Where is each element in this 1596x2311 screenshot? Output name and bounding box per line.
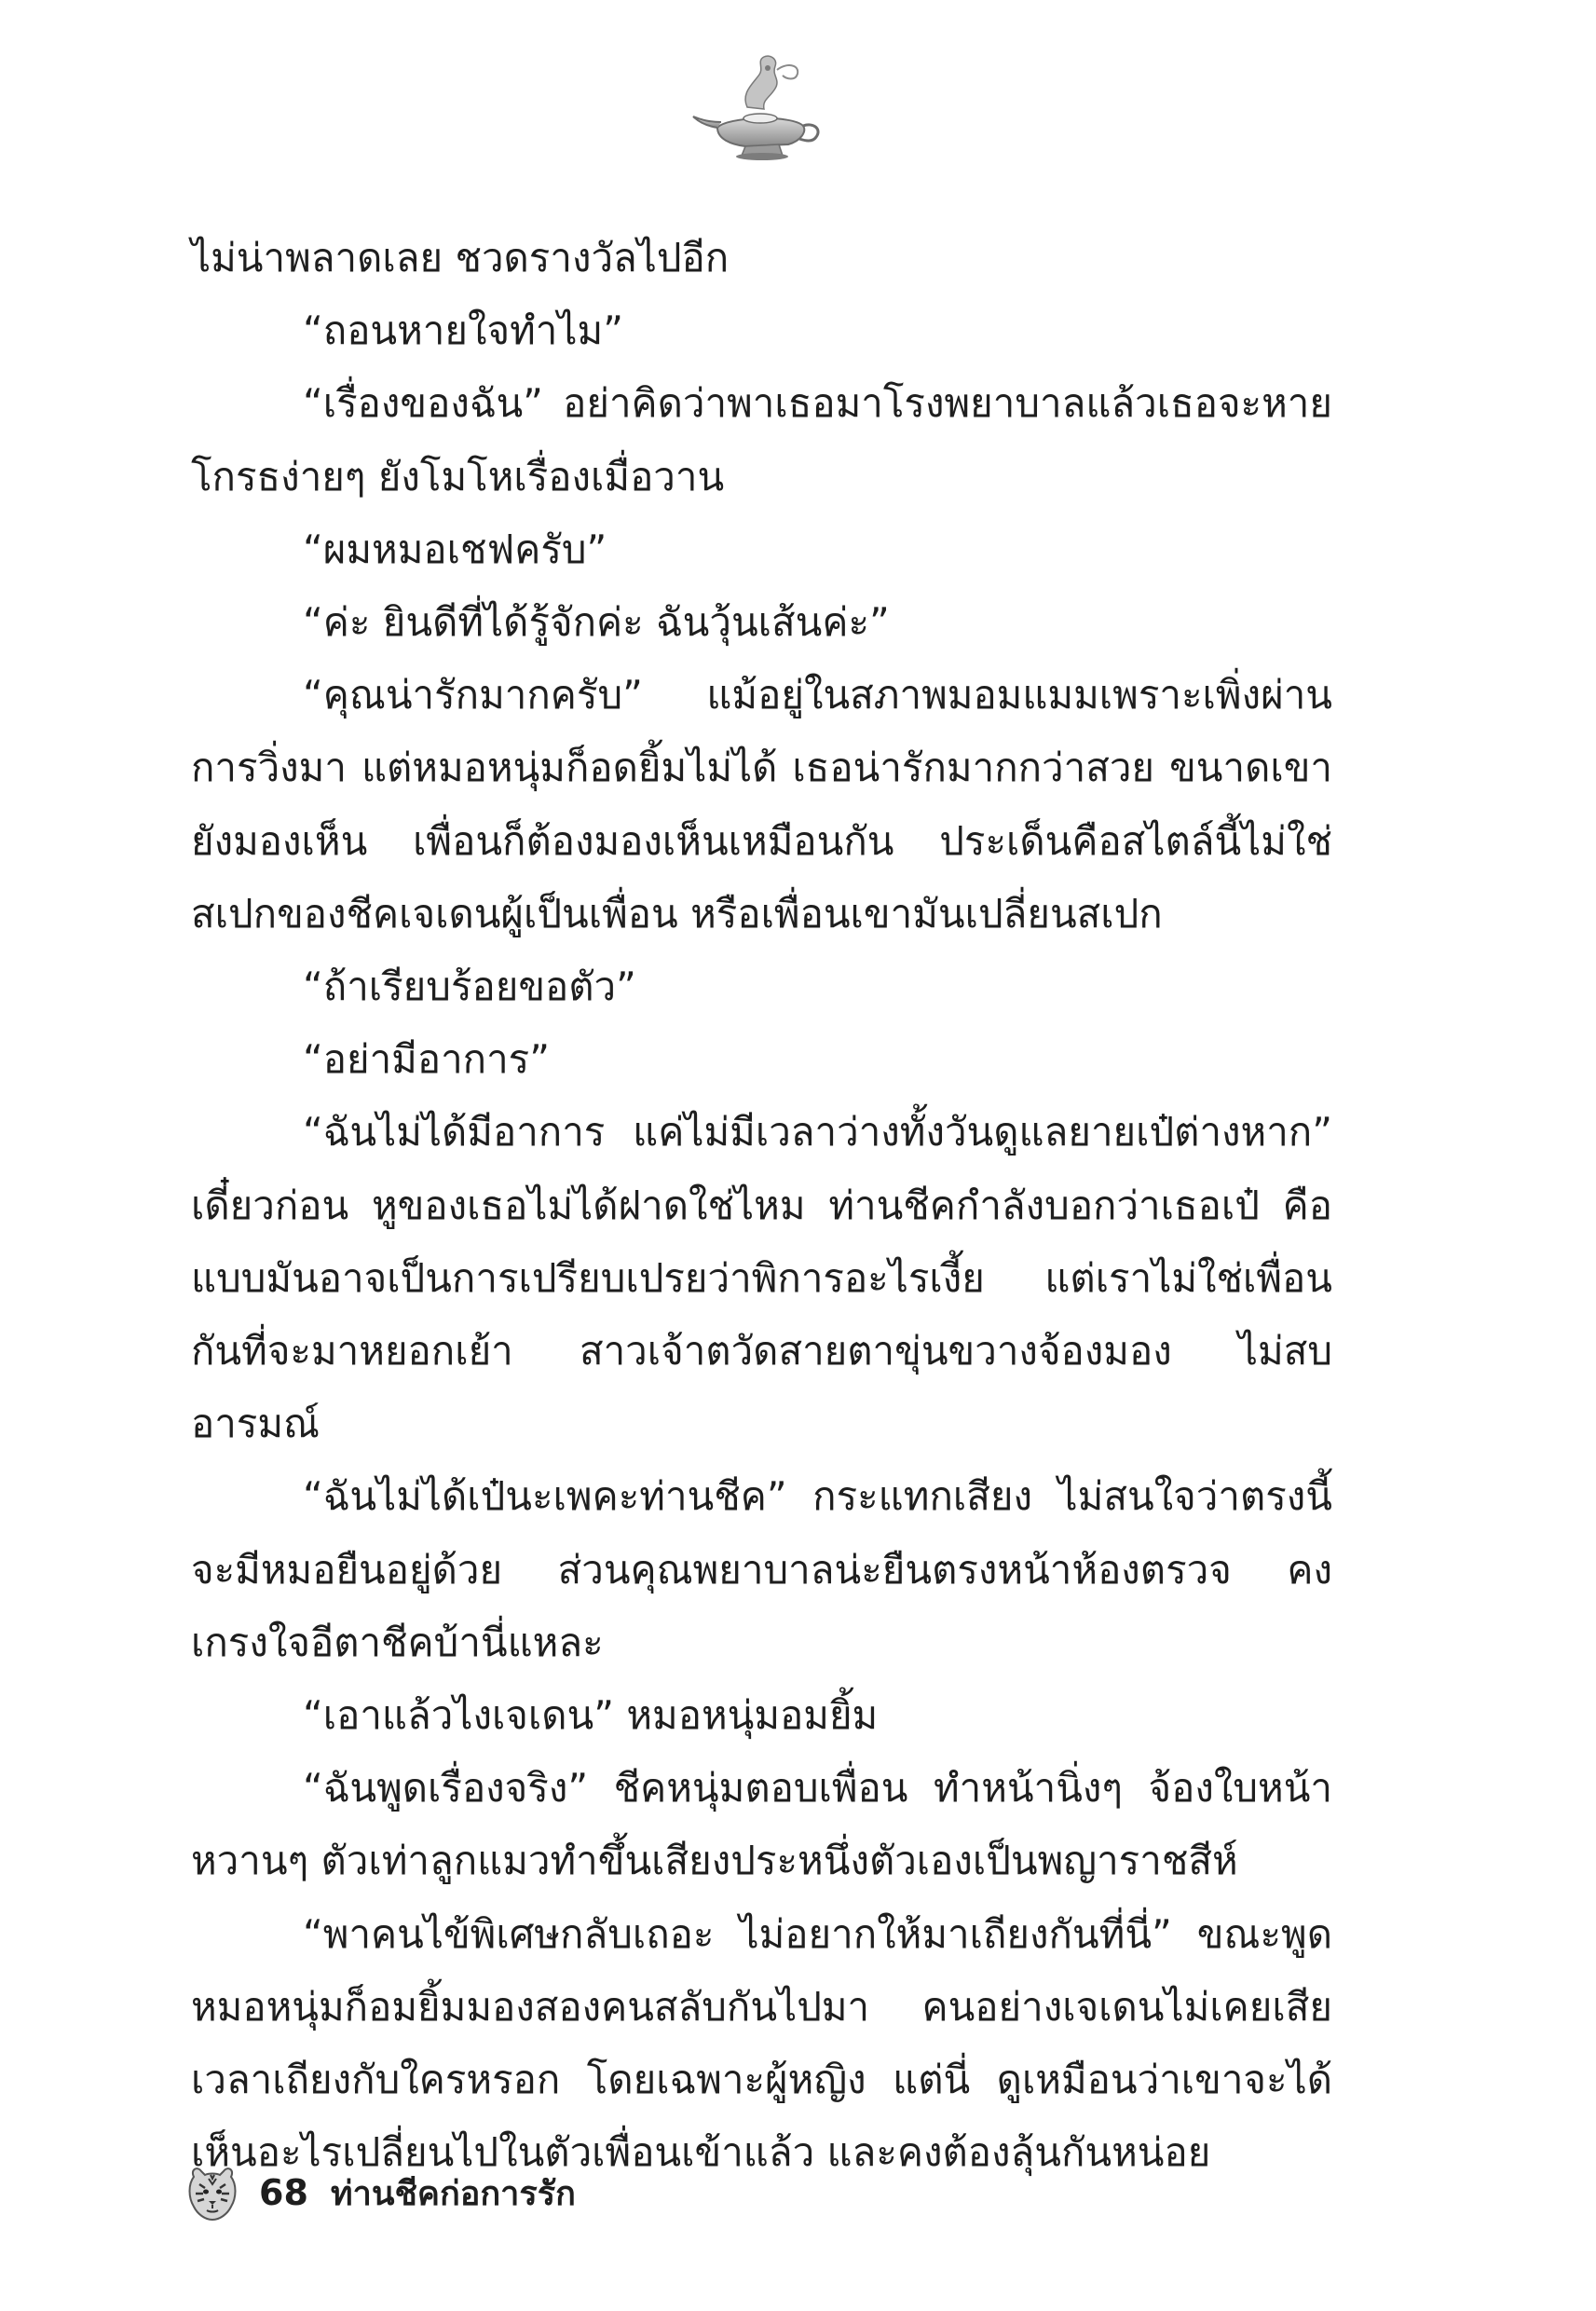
running-title: ท่านชีคก่อการรัก [330,2174,576,2213]
body-text [191,222,1332,2189]
paragraph: “ฉันไม่ได้เป๋นะเพคะท่านชีค” กระแทกเสียง ไม่สนใจว่าตรงนี้จะมีหมอยืนอยู่ด้วย ส่วนคุณพยาบาลน่ะยืนตรงหน้าห้องตรวจ คงเกรงใจอีตาชีคบ้านี่แหละ [191,1473,1332,1665]
paragraph: “ฉันพูดเรื่องจริง” ชีคหนุ่มตอบเพื่อน ทำหน้านิ่งๆ จ้องใบหน้าหวานๆ ตัวเท่าลูกแมวทำขึ้นเสียงประหนึ่งตัวเองเป็นพญาราชสีห์ [191,1765,1332,1884]
page-footer [186,2160,576,2225]
paragraph: “อย่ามีอาการ” [303,1036,551,1083]
page-number: 68 [259,2172,308,2213]
paragraph: “เอาแล้วไงเจเดน” หมอหนุ่มอมยิ้ม [303,1692,879,1739]
paragraph: “เรื่องของฉัน” อย่าคิดว่าพาเธอมาโรงพยาบาลแล้วเธอจะหายโกรธง่ายๆ ยังโมโหเรื่องเมื่อวาน [191,380,1332,499]
paragraph: “พาคนไข้พิเศษกลับเถอะ ไม่อยากให้มาเถียงกันที่นี่” ขณะพูดหมอหนุ่มก็อมยิ้มมองสองคนสลับกันไปมา คนอย่างเจเดนไม่เคยเสียเวลาเถียงกับใครหรอก โดยเฉพาะผู้หญิง แต่นี่ ดูเหมือนว่าเขาจะได้เห็นอะไรเปลี่ยนไปในตัวเพื่อนเข้าแล้ว และคงต้องลุ้นกันหน่อย [191,1910,1332,2176]
tiger-head-icon [186,2164,239,2222]
genie-lamp-icon [689,51,829,163]
paragraph: “ถ้าเรียบร้อยขอตัว” [303,964,636,1010]
paragraph: “ผมหมอเชฟครับ” [303,526,607,572]
paragraph: “คุณน่ารักมากครับ” แม้อยู่ในสภาพมอมแมมเพราะเพิ่งผ่านการวิ่งมา แต่หมอหนุ่มก็อดยิ้มไม่ได้ เธอน่ารักมากกว่าสวย ขนาดเขายังมองเห็น เพื่อนก็ต้องมองเห็นเหมือนกัน ประเด็นคือสไตล์นี้ไม่ใช่สเปกของชีคเจเดนผู้เป็นเพื่อน หรือเพื่อนเขามันเปลี่ยนสเปก [191,672,1332,937]
paragraph: “ฉันไม่ได้มีอาการ แค่ไม่มีเวลาว่างทั้งวันดูแลยายเป๋ต่างหาก” เดี๋ยวก่อน หูของเธอไม่ได้ฝาดใช่ไหม ท่านชีคกำลังบอกว่าเธอเป๋ คือแบบมันอาจเป็นการเปรียบเปรยว่าพิการอะไรเงี้ย แต่เราไม่ใช่เพื่อนกันที่จะมาหยอกเย้า สาวเจ้าตวัดสายตาขุ่นขวางจ้องมอง ไม่สบอารมณ์ [191,1109,1332,1447]
paragraph: “ค่ะ ยินดีที่ได้รู้จักค่ะ ฉันวุ้นเส้นค่ะ” [303,599,890,646]
paragraph: ไม่น่าพลาดเลย ชวดรางวัลไปอีก [191,235,730,280]
paragraph: “ถอนหายใจทำไม” [303,308,623,354]
